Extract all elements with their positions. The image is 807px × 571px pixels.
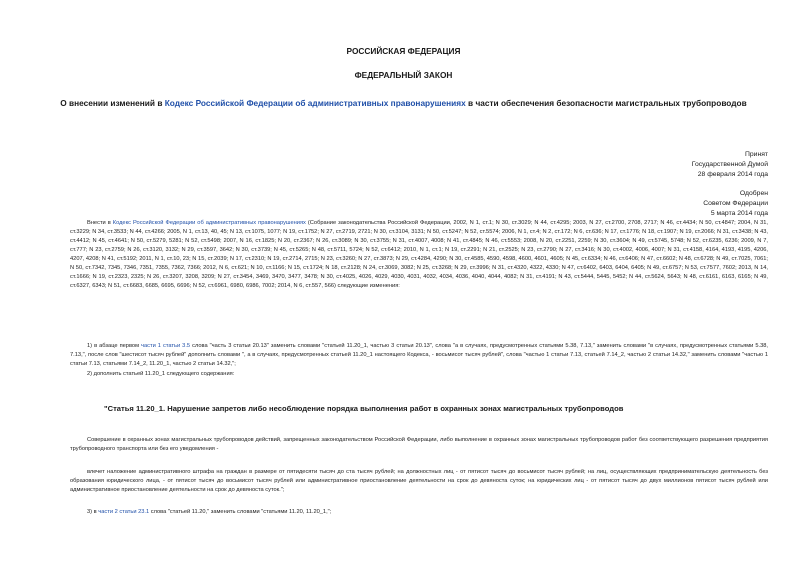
- intro-prefix: Внести в: [87, 220, 113, 226]
- article-sanction: влечет наложение административного штрафа на граждан в размере от пятидесяти тысяч до ста тысяч рублей; на должностных лиц - от пятисот тысяч до восьмисот тысяч рублей; на лиц, осуществляющих предпринимательскую деятельность без образования юридического лица, - от пятисот тысяч до восьмисот тысяч рублей или административное приостановление деятельности на срок до девяноста суток; на юридических лиц - от пятисот тысяч до двух миллионов пятисот тысяч рублей или административное приостановление деятельности на срок до девяноста суток.";: [70, 469, 768, 493]
- article-disposition: Совершение в охранных зонах магистральных трубопроводов действий, запрещенных законодательством Российской Федерации, либо выполнение в охранных зонах магистральных трубопроводов работ без соответствующего разрешения предприятия трубопроводного транспорта или без его уведомления -: [70, 437, 768, 452]
- approved-block: [703, 189, 768, 219]
- item-1-text: слова "часть 3 статьи 20.13" заменить словами "статьей 11.20_1, частью 3 статьи 20.13", слова "а в случаях, предусмотренных статьями 5.38, 7.13," заменить словами "в случаях, предусмотренных статьями 5.38, 7.13,", после слов "шестисот тысяч рублей" дополнить словами ", а в случаях, предусмотренных статьей 11.20_1 настоящего Кодекса, - восьмисот тысяч рублей", слова "частью 1 статьи 7.13, статьей 7.14_2, частью 2 статьи 14.32," заменить словами "частью 1 статьи 7.13, статьями 7.14_2, 11.20_1, частью 2 статьи 14.32,";: [70, 343, 768, 367]
- article-title: "Статья 11.20_1. Нарушение запретов либо несоблюдение порядка выполнения работ в охранных зонах магистральных трубопроводов: [104, 404, 624, 413]
- item-3-text: слова "статьей 11.20," заменить словами "статьями 11.20, 11.20_1,";: [149, 509, 332, 515]
- law-title: [60, 97, 747, 109]
- amendment-item-3: [70, 508, 785, 517]
- item-3-link[interactable]: части 2 статьи 23.1: [98, 509, 150, 515]
- item-1-prefix: 1) в абзаце первом: [87, 343, 142, 349]
- law-title-prefix: О внесении изменений в: [60, 98, 165, 108]
- item-1-link[interactable]: части 1 статьи 3.5: [141, 343, 191, 349]
- approved-label: Одобрен: [739, 190, 768, 197]
- accepted-label: Принят: [744, 151, 768, 158]
- law-title-suffix: в части обеспечения безопасности магистральных трубопроводов: [465, 98, 747, 108]
- approved-body: Советом Федерации: [703, 200, 768, 207]
- item-3-prefix: 3) в: [87, 509, 99, 515]
- intro-text: (Собрание законодательства Российской Федерации, 2002, N 1, ст.1; N 30, ст.3029; N 44, ст.4295; 2003, N 27, ст.2700, 2708, 2717; N 46, ст.4434; N 50, ст.4847; 2004, N 31, ст.3229; N 34, ст.3533; N 44, ст.4266; 2005, N 1, ст.13, 40, 45; N 13, ст.1075, 1077; N 19, ст.1752; N 27, ст.2719, 2721; N 30, ст.3104, 3131; N 50, ст.5247; N 52, ст.5574; 2006, N 1, ст.4; N 2, ст.172; N 6, ст.636; N 17, ст.1776; N 18, ст.1907; N 19, ст.2066; N 31, ст.3438; N 43, ст.4412; N 45, ст.4641; N 50, ст.5279, 5281; N 52, ст.5498; 2007, N 16, ст.1825; N 20, ст.2367; N 26, ст.3089; N 30, ст.3755; N 31, ст.4007, 4008; N 41, ст.4845; N 46, ст.5553; 2008, N 20, ст.2251, 2259; N 30, ст.3604; N 49, ст.5745, 5748; N 52, ст.6235, 6236; 2009, N 7, ст.777; N 23, ст.2759; N 26, ст.3120, 3132; N 29, ст.3597, 3642; N 30, ст.3739; N 45, ст.5265; N 48, ст.5711, 5724; N 52, ст.6412; 2010, N 1, ст.1; N 19, ст.2291; N 21, ст.2525; N 23, ст.2790; N 27, ст.3416; N 30, ст.4002, 4006, 4007; N 31, ст.4158, 4164, 4193, 4195, 4206, 4207, 4208; N 41, ст.5192; 2011, N 1, ст.10, 23; N 15, ст.2039; N 17, ст.2310; N 19, ст.2714, 2715; N 23, ст.3260; N 27, ст.3873; N 29, ст.4284, 4290; N 30, ст.4585, 4590, 4598, 4600, 4601, 4605; N 45, ст.6334; N 46, ст.6406; N 47, ст.6602; N 48, ст.6728; N 49, ст.7025, 7061; N 50, ст.7342, 7345, 7346, 7351, 7355, 7362, 7366; 2012, N 6, ст.621; N 10, ст.1166; N 15, ст.1724; N 18, ст.2128; N 24, ст.3069, 3082; N 25, ст.3268; N 29, ст.3996; N 31, ст.4320, 4322, 4330; N 47, ст.6402, 6403, 6404, 6405; N 49, ст.6757; N 53, ст.7577, 7602; 2013, N 14, ст.1666; N 19, ст.2323, 2325; N 26, ст.3207, 3208, 3209; N 27, ст.3454, 3469, 3470, 3477, 3478; N 30, ст.4025, 4026, 4029, 4030, 4031, 4032, 4034, 4036, 4040, 4044, 4082; N 31, ст.4191; N 43, ст.5444, 5445, 5452; N 44, ст.5624, 5643; N 48, ст.6161, 6163, 6165; N 49, ст.6327, 6343; N 51, ст.6683, 6685, 6695, 6696; N 52, ст.6961, 6980, 6986, 7002; 2014, N 6, ст.557, 566) следующие изменения:: [70, 220, 769, 289]
- accepted-date: 28 февраля 2014 года: [697, 171, 768, 178]
- intro-code-link[interactable]: Кодекс Российской Федерации об административных правонарушениях: [112, 220, 306, 226]
- accepted-block: [692, 150, 768, 180]
- amendment-item-1: [70, 342, 768, 369]
- approved-date: 5 марта 2014 года: [710, 210, 768, 217]
- document-type-heading: ФЕДЕРАЛЬНЫЙ ЗАКОН: [354, 70, 453, 80]
- code-link[interactable]: Кодекс Российской Федерации об административных правонарушениях: [164, 98, 466, 108]
- amendment-item-2: 2) дополнить статьей 11.20_1 следующего содержания:: [87, 371, 235, 377]
- intro-paragraph: [70, 219, 768, 291]
- country-heading: РОССИЙСКАЯ ФЕДЕРАЦИЯ: [346, 46, 461, 56]
- accepted-body: Государственной Думой: [691, 161, 768, 168]
